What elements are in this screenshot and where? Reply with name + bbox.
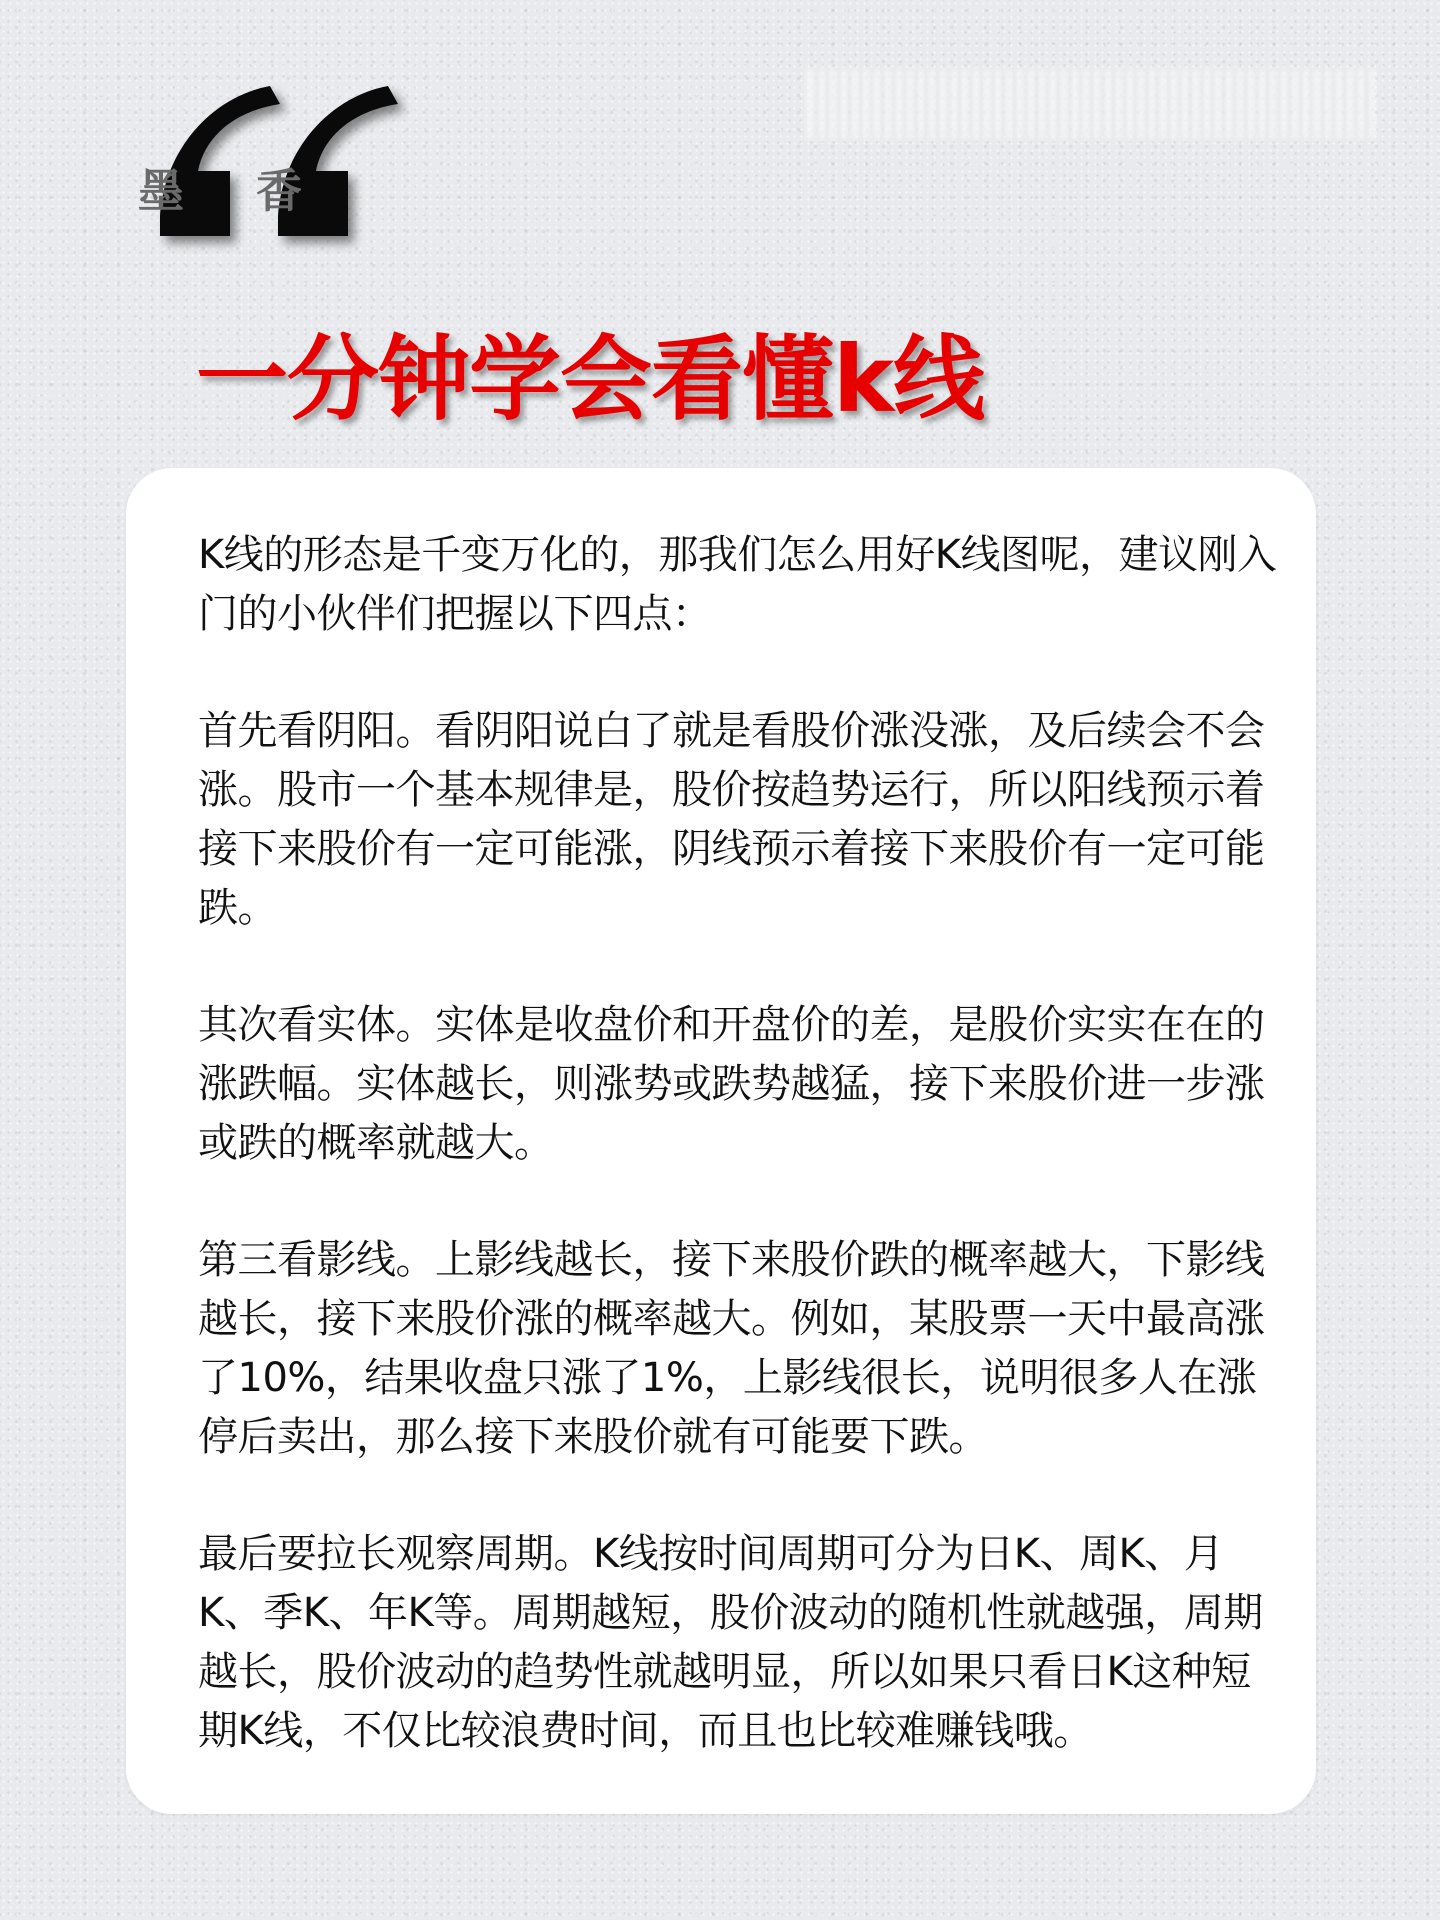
paragraph-period: 最后要拉长观察周期。K线按时间周期可分为日K、周K、月K、季K、年K等。周期越短，股价波动的随机性就越强，周期越长，股价波动的趋势性就越明显，所以如果只看日K这种短期K线，不仅比较浪费时间，而且也比较难赚钱哦。 [198, 1531, 1263, 1754]
quote-char-left: 墨 [138, 164, 184, 218]
paragraph-body: 其次看实体。实体是收盘价和开盘价的差，是股价实实在在的涨跌幅。实体越长，则涨势或跌势越猛，接下来股价进一步涨或跌的概率就越大。 [198, 1002, 1265, 1166]
quote-char-right: 香 [256, 164, 302, 218]
content-card [126, 468, 1316, 1814]
page-title: 一分钟学会看懂k线 [196, 326, 985, 433]
watermark-strip [808, 70, 1374, 138]
paragraph-yin-yang: 首先看阴阳。看阴阳说白了就是看股价涨没涨，及后续会不会涨。股市一个基本规律是，股价按趋势运行，所以阳线预示着接下来股价有一定可能涨，阴线预示着接下来股价有一定可能跌。 [198, 708, 1265, 931]
paragraph-shadow: 第三看影线。上影线越长，接下来股价跌的概率越大，下影线越长，接下来股价涨的概率越大。例如，某股票一天中最高涨了10%，结果收盘只涨了1%，上影线很长，说明很多人在涨停后卖出，那么接下来股价就有可能要下跌。 [198, 1237, 1265, 1460]
paragraph-intro: K线的形态是千变万化的，那我们怎么用好K线图呢，建议刚入门的小伙伴们把握以下四点： [198, 532, 1277, 637]
article-body [198, 526, 1288, 1761]
